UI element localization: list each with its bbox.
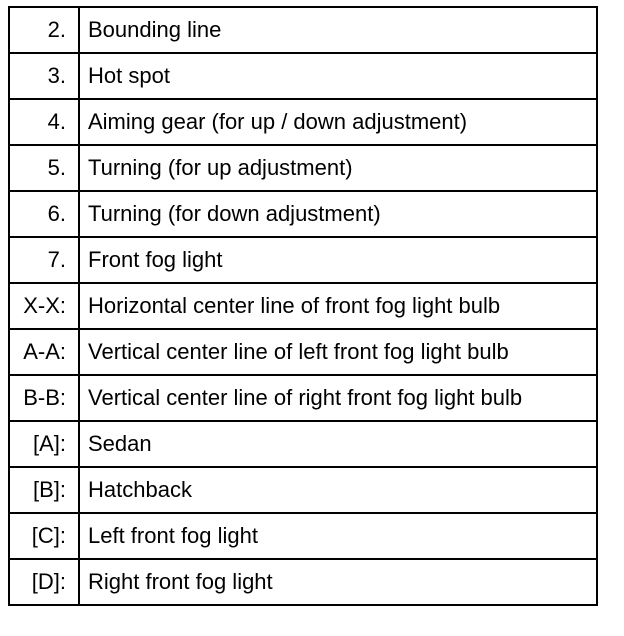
legend-row xyxy=(9,467,597,513)
legend-key: X-X: xyxy=(9,283,79,329)
legend-key: B-B: xyxy=(9,375,79,421)
legend-key: 2. xyxy=(9,7,79,53)
legend-key: 5. xyxy=(9,145,79,191)
legend-key: [B]: xyxy=(9,467,79,513)
legend-row xyxy=(9,283,597,329)
legend-description: Sedan xyxy=(79,421,597,467)
legend-key: [A]: xyxy=(9,421,79,467)
legend-key: 7. xyxy=(9,237,79,283)
legend-description: Bounding line xyxy=(79,7,597,53)
legend-key: [C]: xyxy=(9,513,79,559)
legend-row xyxy=(9,329,597,375)
legend-row xyxy=(9,99,597,145)
legend-row xyxy=(9,421,597,467)
legend-description: Hatchback xyxy=(79,467,597,513)
legend-row xyxy=(9,53,597,99)
legend-table xyxy=(8,6,598,606)
legend-description: Front fog light xyxy=(79,237,597,283)
legend-row xyxy=(9,7,597,53)
legend-description: Aiming gear (for up / down adjustment) xyxy=(79,99,597,145)
legend-row xyxy=(9,145,597,191)
legend-key: 6. xyxy=(9,191,79,237)
legend-description: Turning (for down adjustment) xyxy=(79,191,597,237)
legend-description: Vertical center line of left front fog light bulb xyxy=(79,329,597,375)
legend-row xyxy=(9,559,597,605)
legend-description: Turning (for up adjustment) xyxy=(79,145,597,191)
legend-description: Right front fog light xyxy=(79,559,597,605)
legend-row xyxy=(9,375,597,421)
legend-key: 4. xyxy=(9,99,79,145)
legend-table-body xyxy=(9,7,597,605)
legend-description: Left front fog light xyxy=(79,513,597,559)
legend-row xyxy=(9,237,597,283)
legend-key: [D]: xyxy=(9,559,79,605)
legend-row xyxy=(9,191,597,237)
legend-description: Vertical center line of right front fog light bulb xyxy=(79,375,597,421)
legend-row xyxy=(9,513,597,559)
legend-key: A-A: xyxy=(9,329,79,375)
legend-description: Horizontal center line of front fog light bulb xyxy=(79,283,597,329)
legend-description: Hot spot xyxy=(79,53,597,99)
legend-key: 3. xyxy=(9,53,79,99)
